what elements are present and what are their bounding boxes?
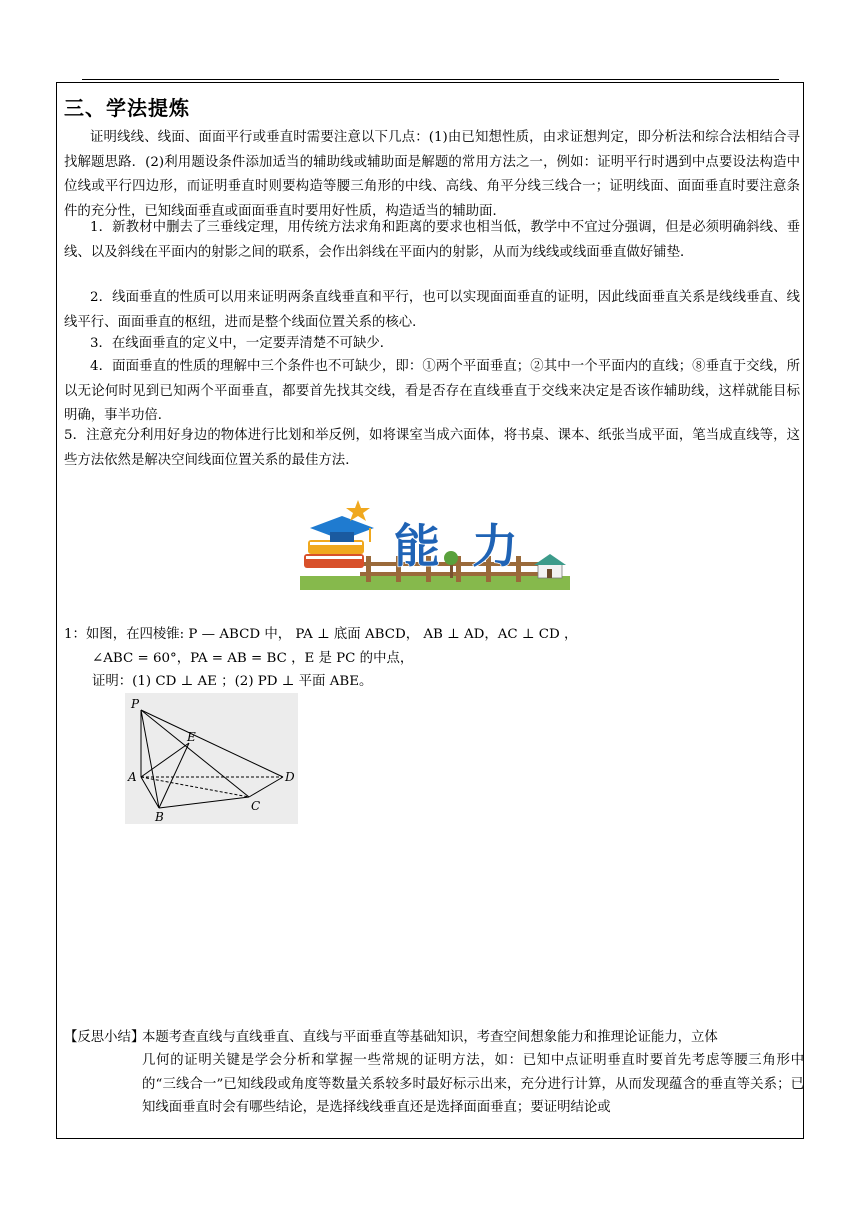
reflection-first-line: 本题考查直线与直线垂直、直线与平面垂直等基础知识，考查空间想象能力和推理论证能力，立体	[142, 1030, 718, 1045]
pyramid-diagram	[125, 693, 298, 824]
section-title: 三、学法提炼	[64, 96, 190, 120]
reflection-summary	[64, 1026, 804, 1120]
vertex-label-c: C	[251, 799, 261, 813]
point-4: 4．面面垂直的性质的理解中三个条件也不可缺少，即：①两个平面垂直；②其中一个平面内的直线；⑧垂直于交线，所以无论何时见到已知两个平面垂直，都要首先找其交线，看是否存在直线垂直于交线来决定是否该作辅助线，这样就能目标明确，事半功倍．	[64, 359, 800, 424]
house-icon	[534, 554, 566, 578]
star-icon	[346, 500, 370, 521]
vertex-label-p: P	[131, 697, 140, 711]
grass-strip	[300, 576, 570, 590]
point-2: 2．线面垂直的性质可以用来证明两条直线垂直和平行，也可以实现面面垂直的证明，因此线面垂直关系是线线垂直、线线平行、面面垂直的枢纽，进而是整个线面位置关系的核心．	[64, 290, 800, 330]
books-icon	[304, 540, 364, 568]
point-3: 3．在线面垂直的定义中，一定要弄清楚不可缺少．	[90, 336, 394, 351]
problem-statement-line-2: ∠ABC = 60°，PA = AB = BC ，E 是 PC 的中点，	[92, 651, 414, 666]
intro-paragraph: 证明线线、线面、面面平行或垂直时需要注意以下几点：(1)由已知想性质，由求证想判定，即分析法和综合法相结合寻找解题思路．(2)利用题设条件添加适当的辅助线或辅助面是解题的常用方法之一，例如：证明平行时遇到中点要设法构造中位线或平行四边形，而证明垂直时则要构造等腰三角形的中线、高线、角平分线三线合一；证明线面、面面垂直时要注意条件的充分性，已知线面垂直或面面垂直时要用好性质，构造适当的辅助面．	[64, 130, 800, 219]
header-rule	[82, 79, 779, 80]
vertex-label-a: A	[128, 770, 137, 784]
point-5: 5．注意充分利用好身边的物体进行比划和举反例，如将课室当成六面体，将书桌、课本、纸张当成平面，笔当成直线等，这些方法依然是解决空间线面位置关系的最佳方法．	[64, 428, 800, 468]
problem-statement-line-1: 1：如图，在四棱锥: P — ABCD 中， PA ⊥ 底面 ABCD， AB ⊥ AD，AC ⊥ CD ，	[64, 627, 578, 642]
edge-ac-hidden	[141, 777, 249, 797]
point-1: 1．新教材中删去了三垂线定理，用传统方法求角和距离的要求也相当低，教学中不宜过分强调，但是必须明确斜线、垂线、以及斜线在平面内的射影之间的联系，会作出斜线在平面内的射影，从而为线线或线面垂直做好铺垫．	[64, 220, 800, 260]
ability-banner-title: 能 力	[393, 519, 527, 573]
problem-statement-line-3: 证明：(1) CD ⊥ AE ；(2) PD ⊥ 平面 ABE。	[92, 674, 373, 689]
ability-banner	[300, 498, 570, 594]
vertex-label-b: B	[155, 810, 164, 824]
vertex-label-d: D	[285, 770, 295, 784]
edge-be	[159, 743, 189, 808]
vertex-label-e: E	[187, 730, 196, 744]
pyramid-figure	[125, 693, 298, 824]
reflection-label: 【反思小结】	[64, 1030, 145, 1045]
edge-cd	[249, 777, 283, 797]
ability-banner-graphic	[300, 498, 570, 594]
edge-bc	[159, 797, 249, 808]
reflection-body: 几何的证明关键是学会分析和掌握一些常规的证明方法，如：已知中点证明垂直时要首先考虑等腰三角形中的“三线合一”已知线段或角度等数量关系较多时最好标示出来，充分进行计算，从而发现蕴含的垂直等关系；已知线面垂直时会有哪些结论，是选择线线垂直还是选择面面垂直；要证明结论或	[142, 1053, 804, 1116]
